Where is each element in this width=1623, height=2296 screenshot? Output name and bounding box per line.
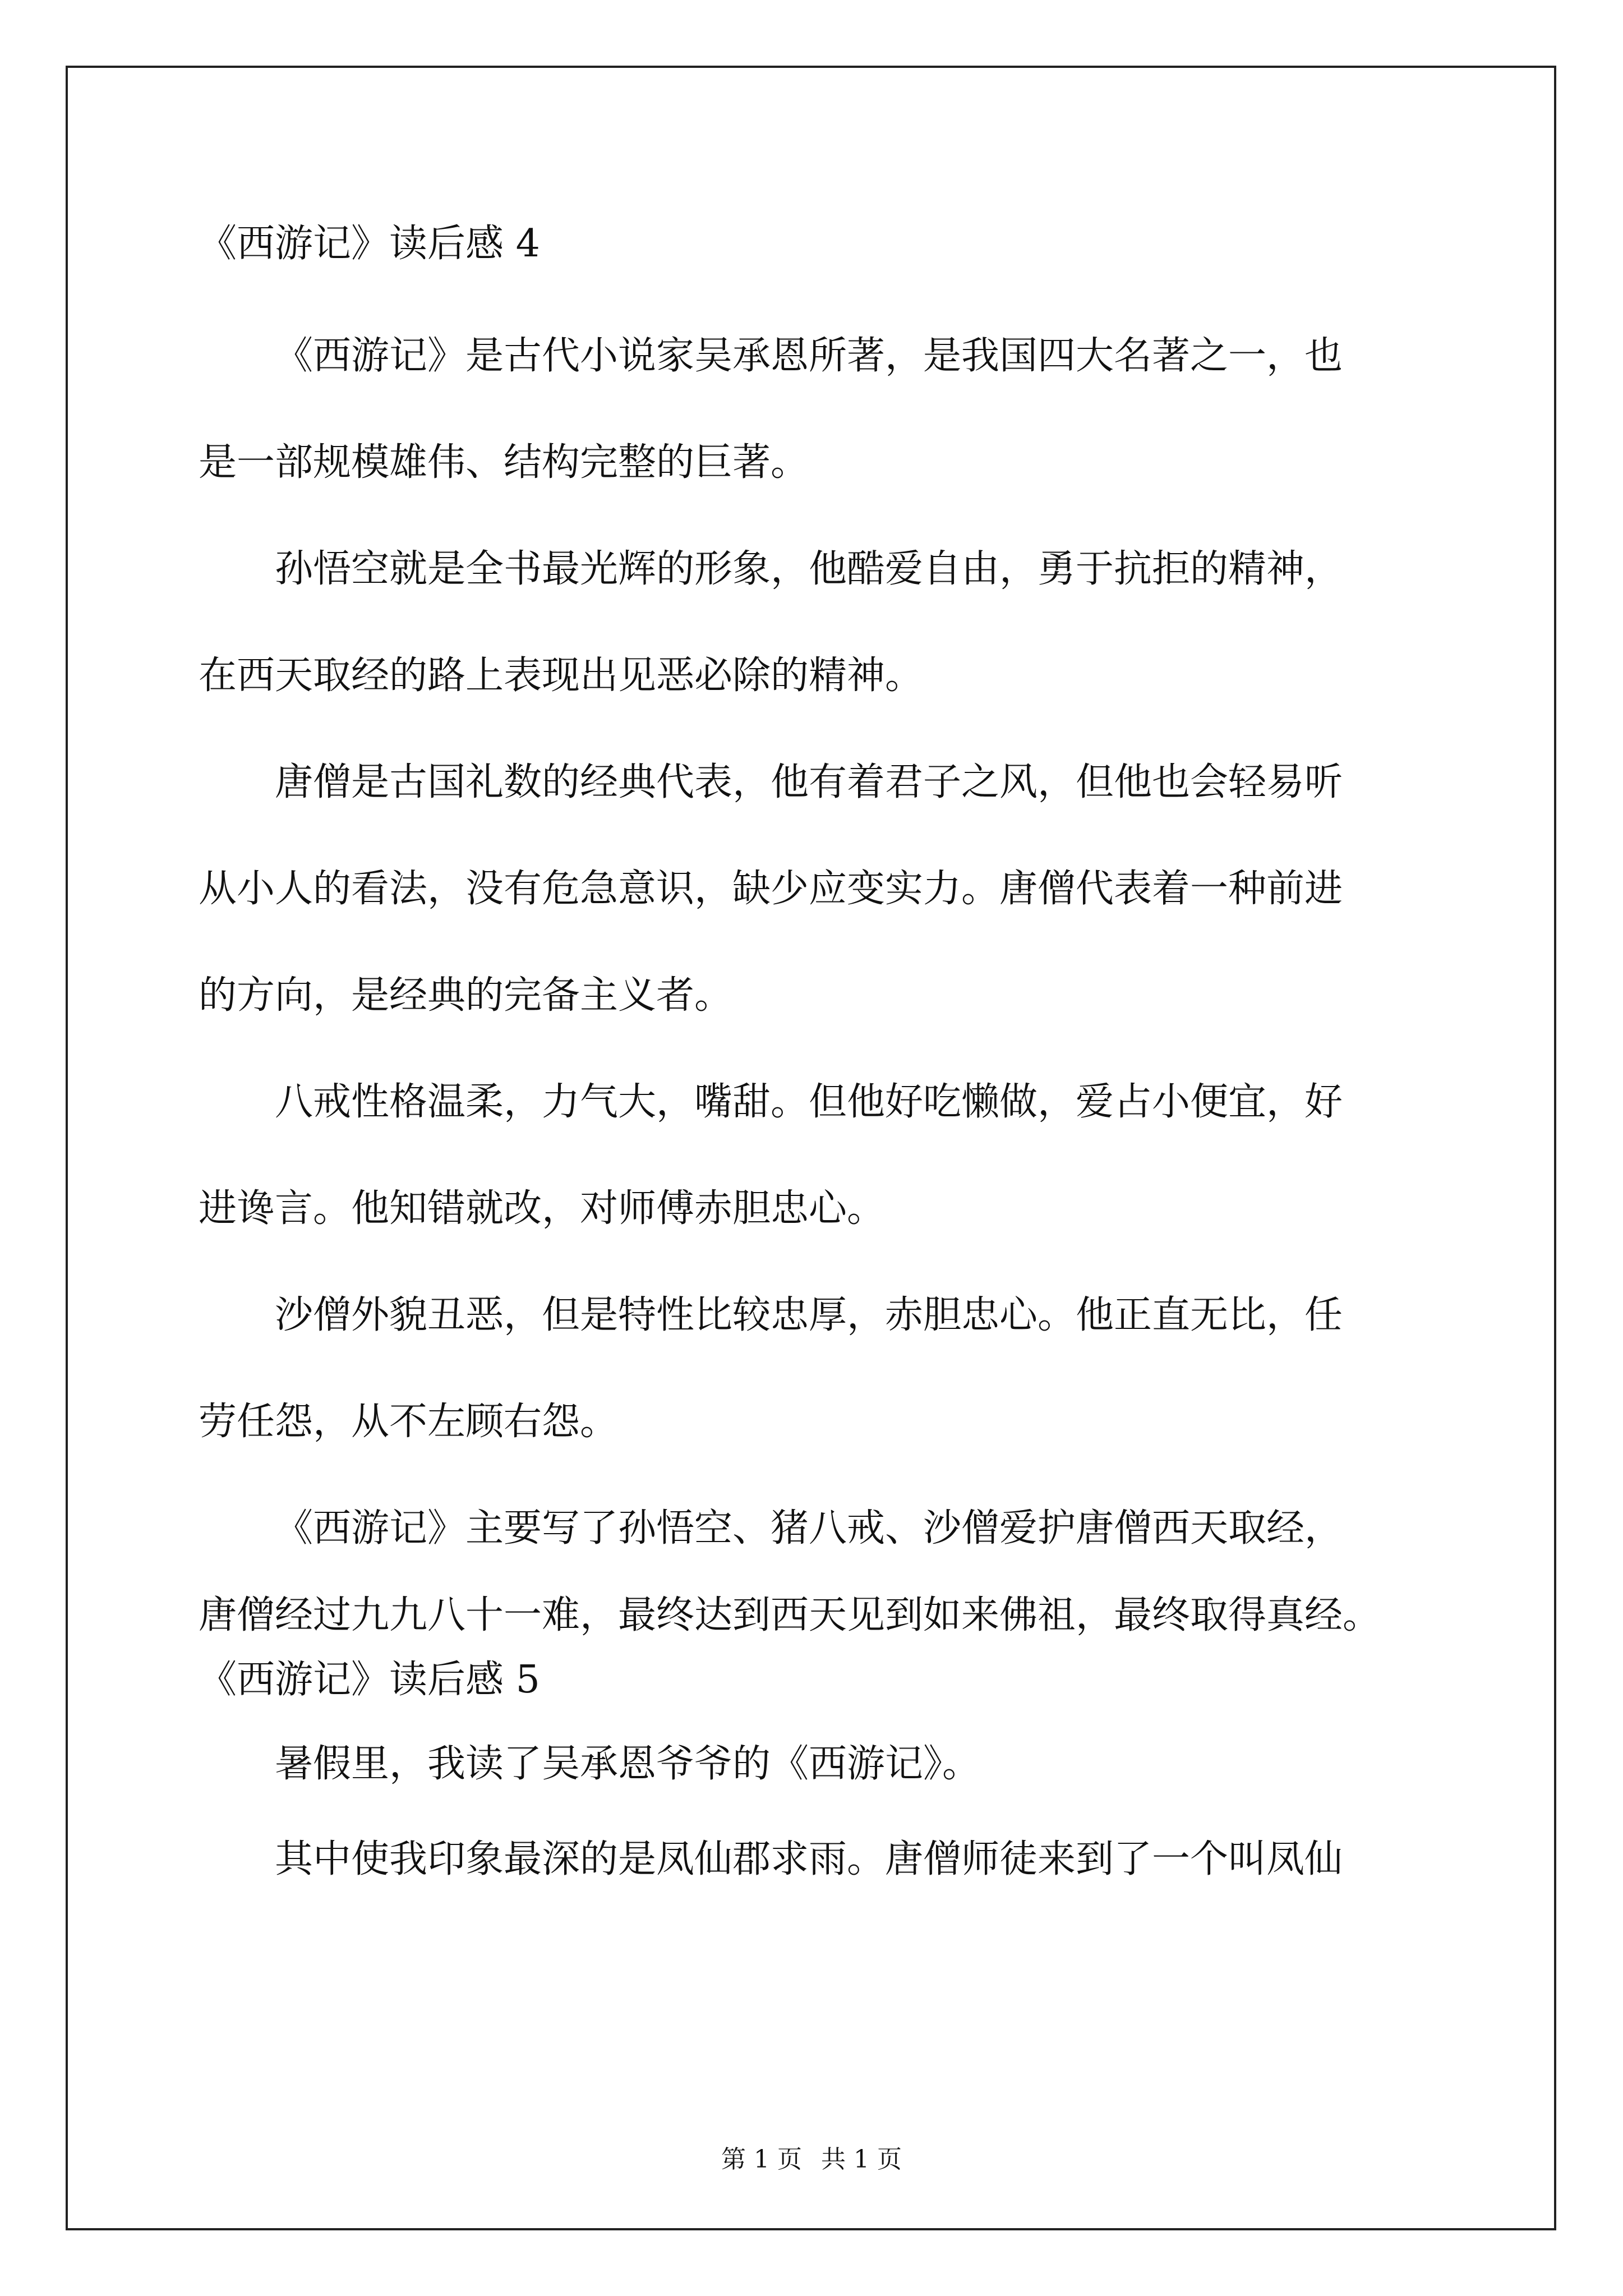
page-number: 第 1 页 [721,2145,802,2174]
text-line: 是一部规模雄伟、结构完整的巨著。 [199,440,809,485]
paragraph [199,729,1432,1049]
text-line: 《西游记》主要写了孙悟空、猪八戒、沙僧爱护唐僧西天取经， [275,1506,1343,1550]
text-line: 八戒性格温柔，力气大，嘴甜。但他好吃懒做，爱占小便宜，好 [275,1080,1343,1124]
text-line: 沙僧外貌丑恶，但是特性比较忠厚，赤胆忠心。他正直无比，任 [275,1293,1343,1337]
paragraph [199,1806,1432,1913]
text-line: 其中使我印象最深的是凤仙郡求雨。唐僧师徒来到了一个叫凤仙 [275,1837,1343,1881]
paragraph [199,303,1432,516]
text-line: 进谗言。他知错就改，对师傅赤胆忠心。 [199,1186,886,1231]
section-1 [199,213,1432,1649]
text-line: 唐僧经过九九八十一难，最终达到西天见到如来佛祖，最终取得真经。 [199,1593,1381,1637]
text-line: 的方向，是经典的完备主义者。 [199,973,733,1018]
document-body [199,219,1432,1913]
page-footer [0,2146,1623,2174]
text-line: 孙悟空就是全书最光辉的形象，他酷爱自由，勇于抗拒的精神， [275,547,1343,591]
text-line: 在西天取经的路上表现出见恶必除的精神。 [199,654,924,698]
text-line: 唐僧是古国礼数的经典代表，他有着君子之风，但他也会轻易听 [275,760,1343,804]
text-line: 暑假里，我读了吴承恩爷爷的《西游记》。 [275,1742,981,1786]
paragraph [199,1049,1432,1262]
section-title: 《西游记》读后感 5 [199,1658,540,1702]
paragraph [199,1262,1432,1475]
paragraph [199,516,1432,729]
section-title: 《西游记》读后感 4 [199,222,540,266]
text-line: 《西游记》是古代小说家吴承恩所著，是我国四大名著之一，也 [275,334,1343,378]
text-line: 从小人的看法，没有危急意识，缺少应变实力。唐僧代表着一种前进 [199,867,1343,911]
text-line: 劳任怨，从不左顾右怨。 [199,1400,619,1444]
paragraph [199,1475,1432,1649]
section-2 [199,1649,1432,1913]
paragraph [199,1722,1432,1806]
page-total: 共 1 页 [821,2145,902,2174]
